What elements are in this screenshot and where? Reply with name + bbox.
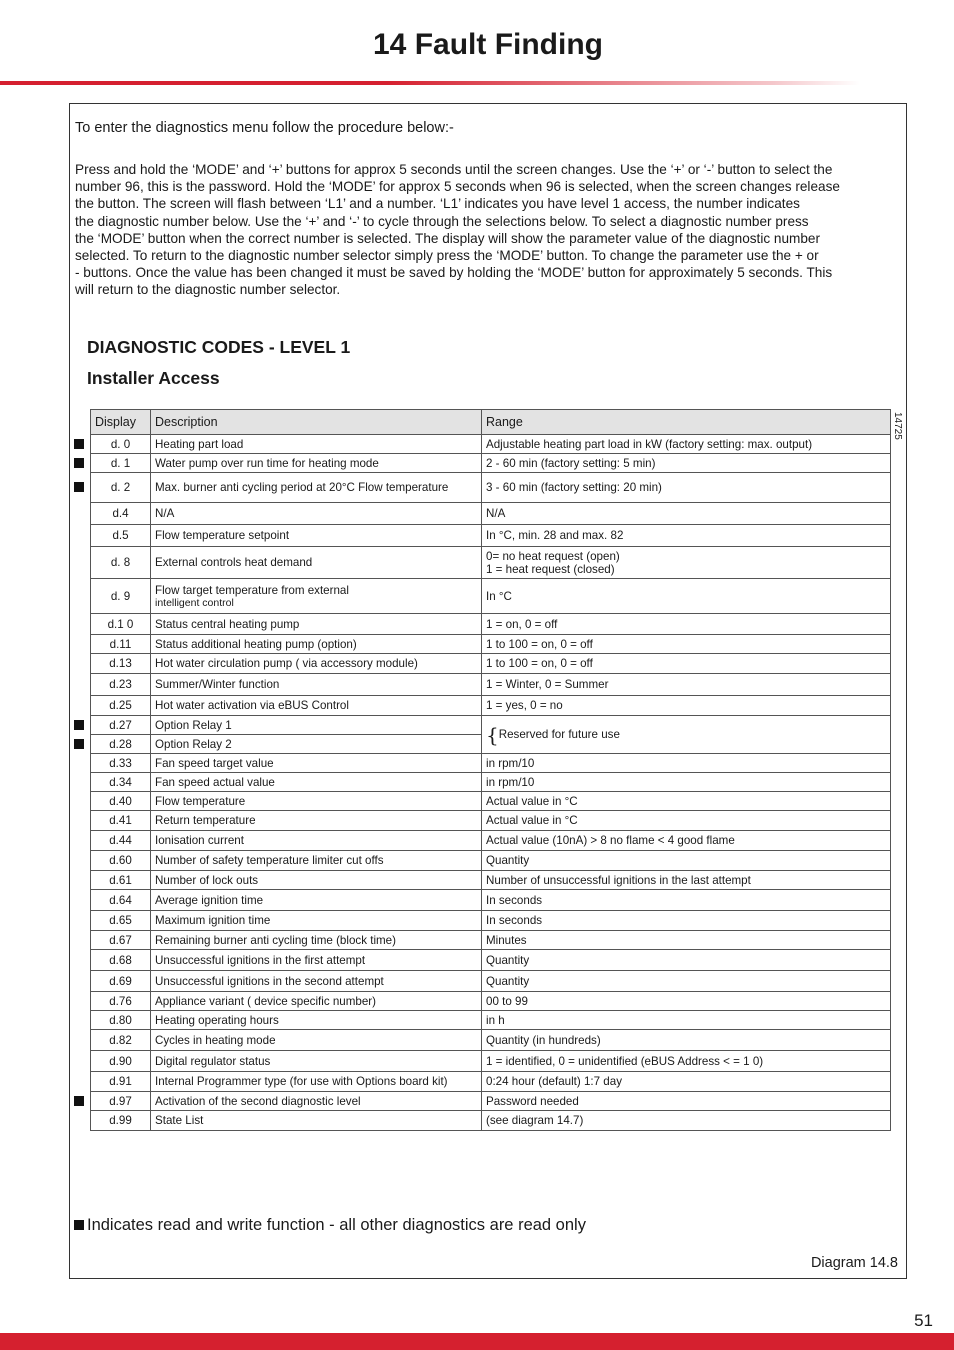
- display-code: d. 1: [91, 454, 151, 473]
- description-cell: [151, 716, 482, 735]
- range-cell: [482, 1051, 891, 1072]
- range-cell: [482, 635, 891, 654]
- description-text: Option Relay 2: [155, 737, 232, 751]
- range-cell: [482, 971, 891, 992]
- description-text: Heating operating hours: [155, 1013, 279, 1027]
- range-cell: [482, 754, 891, 773]
- description-text: Number of safety temperature limiter cut offs: [155, 854, 384, 867]
- table-row: [91, 614, 891, 635]
- range-cell: [482, 696, 891, 716]
- description-cell: [151, 792, 482, 811]
- table-row: [91, 635, 891, 654]
- description-text: N/A: [155, 507, 175, 520]
- brace-icon: {: [486, 722, 499, 747]
- display-code: d.67: [91, 931, 151, 950]
- description-text: Heating part load: [155, 437, 244, 451]
- legend-text: Indicates read and write function - all other diagnostics are read only: [87, 1216, 586, 1234]
- display-code: d.4: [91, 503, 151, 525]
- description-cell: [151, 579, 482, 614]
- display-code: d.5: [91, 525, 151, 547]
- table-row: [91, 992, 891, 1011]
- range-text: 1 = yes, 0 = no: [486, 699, 563, 712]
- display-code: d.97: [91, 1092, 151, 1111]
- description-cell: [151, 831, 482, 851]
- display-code: d. 2: [91, 473, 151, 503]
- range-text: Adjustable heating part load in kW (factory setting: max. output): [486, 437, 813, 451]
- range-cell: [482, 1072, 891, 1092]
- range-cell: [482, 851, 891, 871]
- read-write-marker-icon: [74, 1220, 84, 1230]
- range-cell: [482, 1111, 891, 1131]
- description-cell: [151, 696, 482, 716]
- section-subheading: Installer Access: [87, 368, 220, 388]
- range-cell: [482, 931, 891, 950]
- description-text: Option Relay 1: [155, 718, 232, 732]
- range-text: 00 to 99: [486, 994, 528, 1008]
- section-heading: DIAGNOSTIC CODES - LEVEL 1: [87, 337, 351, 357]
- range-cell: [482, 773, 891, 792]
- range-text: In seconds: [486, 893, 543, 907]
- table-row: [91, 525, 891, 547]
- description-text: Appliance variant ( device specific number): [155, 994, 377, 1008]
- paragraph-line: Press and hold the ‘MODE’ and ‘+’ buttons for approx 5 seconds until the screen changes. Use the ‘+’ or ‘-’ button to select the: [75, 162, 833, 177]
- description-cell: [151, 435, 482, 454]
- description-cell: [151, 851, 482, 871]
- range-cell: [482, 1011, 891, 1030]
- page-title: 14 Fault Finding: [373, 28, 603, 61]
- range-text: In °C, min. 28 and max. 82: [486, 529, 624, 542]
- table-row: [91, 911, 891, 931]
- diagram-label: Diagram 14.8: [810, 1255, 898, 1271]
- description-text: Digital regulator status: [155, 1054, 271, 1068]
- description-text: Internal Programmer type (for use with Options board kit): [155, 1075, 448, 1088]
- range-text: 1 to 100 = on, 0 = off: [486, 637, 593, 651]
- table-row: [91, 1111, 891, 1131]
- paragraph-line: the button. The screen will flash between ‘L1’ and a number. ‘L1’ indicates you have level 1 access, the number indicates: [75, 196, 800, 212]
- range-cell: [482, 871, 891, 890]
- range-cell: [482, 1030, 891, 1051]
- description-text: External controls heat demand: [155, 556, 313, 569]
- description-text: State List: [155, 1114, 204, 1127]
- description-text: Return temperature: [155, 814, 256, 827]
- range-text: 3 - 60 min (factory setting: 20 min): [486, 481, 662, 494]
- range-text: 0= no heat request (open): [486, 549, 620, 563]
- paragraph-line: selected. To return to the diagnostic number selector simply press the ‘MODE’ button. To change the parameter use the + or: [75, 248, 819, 264]
- range-cell: [482, 911, 891, 931]
- read-write-marker-icon: [74, 439, 84, 449]
- header-description: Description: [151, 410, 482, 435]
- table-row: [91, 931, 891, 950]
- description-cell: [151, 635, 482, 654]
- display-code: d.33: [91, 754, 151, 773]
- table-row: [91, 1030, 891, 1051]
- table-row: [91, 950, 891, 971]
- description-text: Status additional heating pump (option): [155, 637, 357, 651]
- range-text: 1 = on, 0 = off: [486, 617, 558, 631]
- range-cell: [482, 579, 891, 614]
- range-cell: [482, 503, 891, 525]
- footer-bar: [0, 1333, 954, 1350]
- range-text: Actual value in °C: [486, 814, 578, 827]
- display-code: d. 9: [91, 579, 151, 614]
- description-text: Unsuccessful ignitions in the first attempt: [155, 953, 366, 967]
- range-text: Actual value in °C: [486, 794, 578, 808]
- intro-text: To enter the diagnostics menu follow the procedure below:-: [75, 120, 454, 136]
- table-row: [91, 674, 891, 696]
- paragraph-line: the diagnostic number below. Use the ‘+’ and ‘-’ to cycle through the selections below. To select a diagnostic number press: [75, 213, 809, 229]
- instructions-paragraph: [75, 161, 900, 299]
- description-text: Hot water circulation pump ( via accessory module): [155, 657, 418, 670]
- range-cell: [482, 811, 891, 831]
- diagnostic-codes-table: [90, 409, 891, 1131]
- table-row: [91, 831, 891, 851]
- display-code: d.11: [91, 635, 151, 654]
- range-text: 0:24 hour (default) 1:7 day: [486, 1075, 622, 1088]
- description-cell: [151, 454, 482, 473]
- description-cell: [151, 911, 482, 931]
- range-cell: [482, 890, 891, 911]
- description-text: Hot water activation via eBUS Control: [155, 699, 349, 712]
- range-text: Password needed: [486, 1094, 579, 1108]
- description-text: Cycles in heating mode: [155, 1033, 276, 1047]
- paragraph-line: - buttons. Once the value has been changed it must be saved by holding the ‘MODE’ button for approximately 5 seconds. This: [75, 265, 833, 281]
- table-row: [91, 792, 891, 811]
- table-row: [91, 1011, 891, 1030]
- read-write-marker-icon: [74, 482, 84, 492]
- table-row: [91, 716, 891, 735]
- range-cell: [482, 473, 891, 503]
- description-cell: [151, 1051, 482, 1072]
- display-code: d.91: [91, 1072, 151, 1092]
- description-text: Fan speed actual value: [155, 775, 275, 789]
- display-code: d.69: [91, 971, 151, 992]
- range-cell: [482, 435, 891, 454]
- table-row: [91, 503, 891, 525]
- table-row: [91, 871, 891, 890]
- description-cell: [151, 525, 482, 547]
- description-text: Summer/Winter function: [155, 678, 280, 691]
- range-cell: [482, 674, 891, 696]
- range-text: 1 to 100 = on, 0 = off: [486, 657, 593, 670]
- range-cell: [482, 716, 891, 754]
- table-row: [91, 547, 891, 579]
- table-header-row: [91, 410, 891, 435]
- reference-number: 14725: [892, 412, 903, 440]
- table-row: [91, 454, 891, 473]
- display-code: d.64: [91, 890, 151, 911]
- description-cell: [151, 1111, 482, 1131]
- range-text: 1 = Winter, 0 = Summer: [486, 678, 609, 691]
- table-row: [91, 1051, 891, 1072]
- range-cell: [482, 950, 891, 971]
- range-text: Minutes: [486, 933, 527, 947]
- header-display: Display: [91, 410, 151, 435]
- description-text: Flow temperature: [155, 794, 246, 808]
- description-cell: [151, 754, 482, 773]
- range-cell: [482, 614, 891, 635]
- description-cell: [151, 1030, 482, 1051]
- display-code: d.25: [91, 696, 151, 716]
- table-row: [91, 773, 891, 792]
- description-text: Max. burner anti cycling period at 20°C Flow temperature: [155, 481, 449, 494]
- table-row: [91, 890, 891, 911]
- table-row: [91, 754, 891, 773]
- read-write-marker-icon: [74, 739, 84, 749]
- description-cell: [151, 992, 482, 1011]
- range-text: Reserved for future use: [498, 727, 620, 741]
- range-text: N/A: [486, 507, 506, 520]
- range-text: Quantity (in hundreds): [486, 1033, 601, 1047]
- range-text: In °C: [486, 589, 512, 603]
- range-cell: [482, 454, 891, 473]
- description-text: Ionisation current: [155, 834, 244, 847]
- table-row: [91, 579, 891, 614]
- table-row: [91, 1072, 891, 1092]
- range-text: Quantity: [486, 854, 530, 867]
- description-cell: [151, 503, 482, 525]
- read-write-marker-icon: [74, 720, 84, 730]
- description-cell: [151, 950, 482, 971]
- description-text: Activation of the second diagnostic level: [155, 1094, 361, 1108]
- range-cell: [482, 831, 891, 851]
- read-write-marker-icon: [74, 458, 84, 468]
- range-cell: [482, 992, 891, 1011]
- table-row: [91, 696, 891, 716]
- description-text-line2: intelligent control: [155, 596, 234, 609]
- description-cell: [151, 1072, 482, 1092]
- description-text: Status central heating pump: [155, 617, 300, 631]
- range-cell: [482, 1092, 891, 1111]
- range-text: (see diagram 14.7): [486, 1114, 584, 1127]
- description-cell: [151, 871, 482, 890]
- paragraph-line: the ‘MODE’ button when the correct number is selected. The display will show the parameter value of the diagnostic number: [75, 230, 821, 246]
- table-row: [91, 811, 891, 831]
- range-text: Actual value (10nA) > 8 no flame < 4 good flame: [486, 834, 735, 847]
- description-cell: [151, 971, 482, 992]
- range-text: Number of unsuccessful ignitions in the last attempt: [486, 873, 751, 887]
- display-code: d.44: [91, 831, 151, 851]
- display-code: d.13: [91, 654, 151, 674]
- range-text-line2: 1 = heat request (closed): [486, 562, 615, 576]
- description-cell: [151, 931, 482, 950]
- paragraph-line: number 96, this is the password. Hold the ‘MODE’ for approx 5 seconds when 96 is selected, when the screen changes release: [75, 179, 840, 195]
- table-row: [91, 654, 891, 674]
- description-cell: [151, 1011, 482, 1030]
- table-body: [91, 435, 891, 1131]
- description-cell: [151, 654, 482, 674]
- display-code: d.90: [91, 1051, 151, 1072]
- display-code: d.1 0: [91, 614, 151, 635]
- range-text: 1 = identified, 0 = unidentified (eBUS Address < = 1 0): [486, 1054, 764, 1068]
- table-row: [91, 473, 891, 503]
- table-row: [91, 971, 891, 992]
- display-code: d.28: [91, 735, 151, 754]
- display-code: d.41: [91, 811, 151, 831]
- description-cell: [151, 614, 482, 635]
- description-text: Flow temperature setpoint: [155, 529, 290, 542]
- description-cell: [151, 1092, 482, 1111]
- range-text: Quantity: [486, 974, 530, 988]
- title-underline: [0, 81, 860, 85]
- range-cell: [482, 654, 891, 674]
- display-code: d.27: [91, 716, 151, 735]
- display-code: d.23: [91, 674, 151, 696]
- description-cell: [151, 547, 482, 579]
- description-cell: [151, 811, 482, 831]
- range-cell: [482, 525, 891, 547]
- description-text: Unsuccessful ignitions in the second attempt: [155, 974, 384, 988]
- description-cell: [151, 773, 482, 792]
- page-number: 51: [914, 1311, 933, 1330]
- table-row: [91, 1092, 891, 1111]
- header-range: Range: [482, 410, 891, 435]
- range-text: 2 - 60 min (factory setting: 5 min): [486, 456, 656, 470]
- description-cell: [151, 674, 482, 696]
- table-row: [91, 435, 891, 454]
- paragraph-line: will return to the diagnostic number selector.: [75, 282, 341, 298]
- display-code: d.65: [91, 911, 151, 931]
- range-text: in rpm/10: [486, 756, 535, 770]
- description-text: Average ignition time: [155, 893, 264, 907]
- range-text: Quantity: [486, 953, 530, 967]
- description-text: Remaining burner anti cycling time (block time): [155, 933, 396, 947]
- range-cell: [482, 792, 891, 811]
- description-text: Water pump over run time for heating mode: [155, 456, 379, 470]
- range-text: in h: [486, 1013, 505, 1027]
- display-code: d.80: [91, 1011, 151, 1030]
- display-code: d. 8: [91, 547, 151, 579]
- display-code: d. 0: [91, 435, 151, 454]
- range-text: In seconds: [486, 914, 543, 927]
- description-text: Flow target temperature from external: [155, 583, 349, 597]
- description-text: Number of lock outs: [155, 873, 259, 887]
- range-text: in rpm/10: [486, 775, 535, 789]
- legend: [74, 1216, 586, 1235]
- description-cell: [151, 735, 482, 754]
- table-row: [91, 851, 891, 871]
- description-text: Maximum ignition time: [155, 914, 271, 927]
- display-code: d.61: [91, 871, 151, 890]
- description-text: Fan speed target value: [155, 756, 274, 770]
- description-cell: [151, 473, 482, 503]
- display-code: d.40: [91, 792, 151, 811]
- display-code: d.82: [91, 1030, 151, 1051]
- display-code: d.99: [91, 1111, 151, 1131]
- display-code: d.76: [91, 992, 151, 1011]
- read-write-marker-icon: [74, 1096, 84, 1106]
- display-code: d.60: [91, 851, 151, 871]
- display-code: d.68: [91, 950, 151, 971]
- description-cell: [151, 890, 482, 911]
- display-code: d.34: [91, 773, 151, 792]
- range-cell: [482, 547, 891, 579]
